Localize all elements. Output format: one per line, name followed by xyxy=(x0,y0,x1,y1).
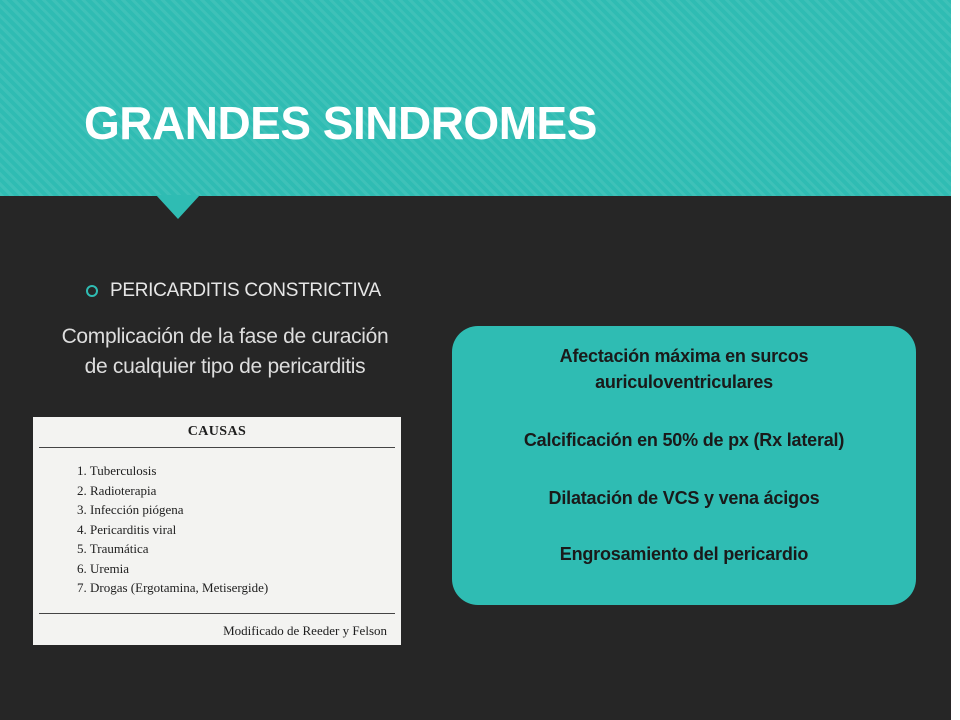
hollow-circle-bullet-icon xyxy=(86,285,98,297)
header-notch xyxy=(156,195,200,219)
causas-header: CAUSAS xyxy=(187,424,247,439)
causas-list xyxy=(77,461,268,598)
info-line-1: Afectación máxima en surcos xyxy=(559,346,809,366)
table-rule-top xyxy=(39,447,395,448)
causas-item: 1. Tuberculosis xyxy=(77,463,157,478)
causas-item: 4. Pericarditis viral xyxy=(77,521,177,537)
bullet-text: PERICARDITIS CONSTRICTIVA xyxy=(110,280,381,301)
info-line-4: Dilatación de VCS y vena ácigos xyxy=(548,488,820,508)
causas-table-image xyxy=(33,417,401,645)
causas-item: 2. Radioterapia xyxy=(77,482,157,498)
table-rule-bottom xyxy=(39,613,395,614)
info-line-5: Engrosamiento del pericardio xyxy=(559,544,809,564)
causas-item: 5. Traumática xyxy=(77,541,149,556)
info-line-3: Calcificación en 50% de px (Rx lateral) xyxy=(523,430,845,450)
bullet-item xyxy=(86,280,381,302)
causas-item: 6. Uremia xyxy=(77,560,129,576)
slide-title: GRANDES SINDROMES xyxy=(84,97,597,149)
info-box xyxy=(452,326,916,605)
causas-item: 7. Drogas (Ergotamina, Metisergide) xyxy=(77,580,269,595)
subtext-line-1: Complicación de la fase de curación xyxy=(61,325,389,348)
causas-item: 3. Infección piógena xyxy=(77,502,184,517)
subtext-line-2: de cualquier tipo de pericarditis xyxy=(84,355,366,378)
causas-footer: Modificado de Reeder y Felson xyxy=(223,623,387,638)
page-edge xyxy=(951,0,960,720)
info-line-2: auriculoventriculares xyxy=(595,372,773,392)
subtext xyxy=(40,322,410,382)
